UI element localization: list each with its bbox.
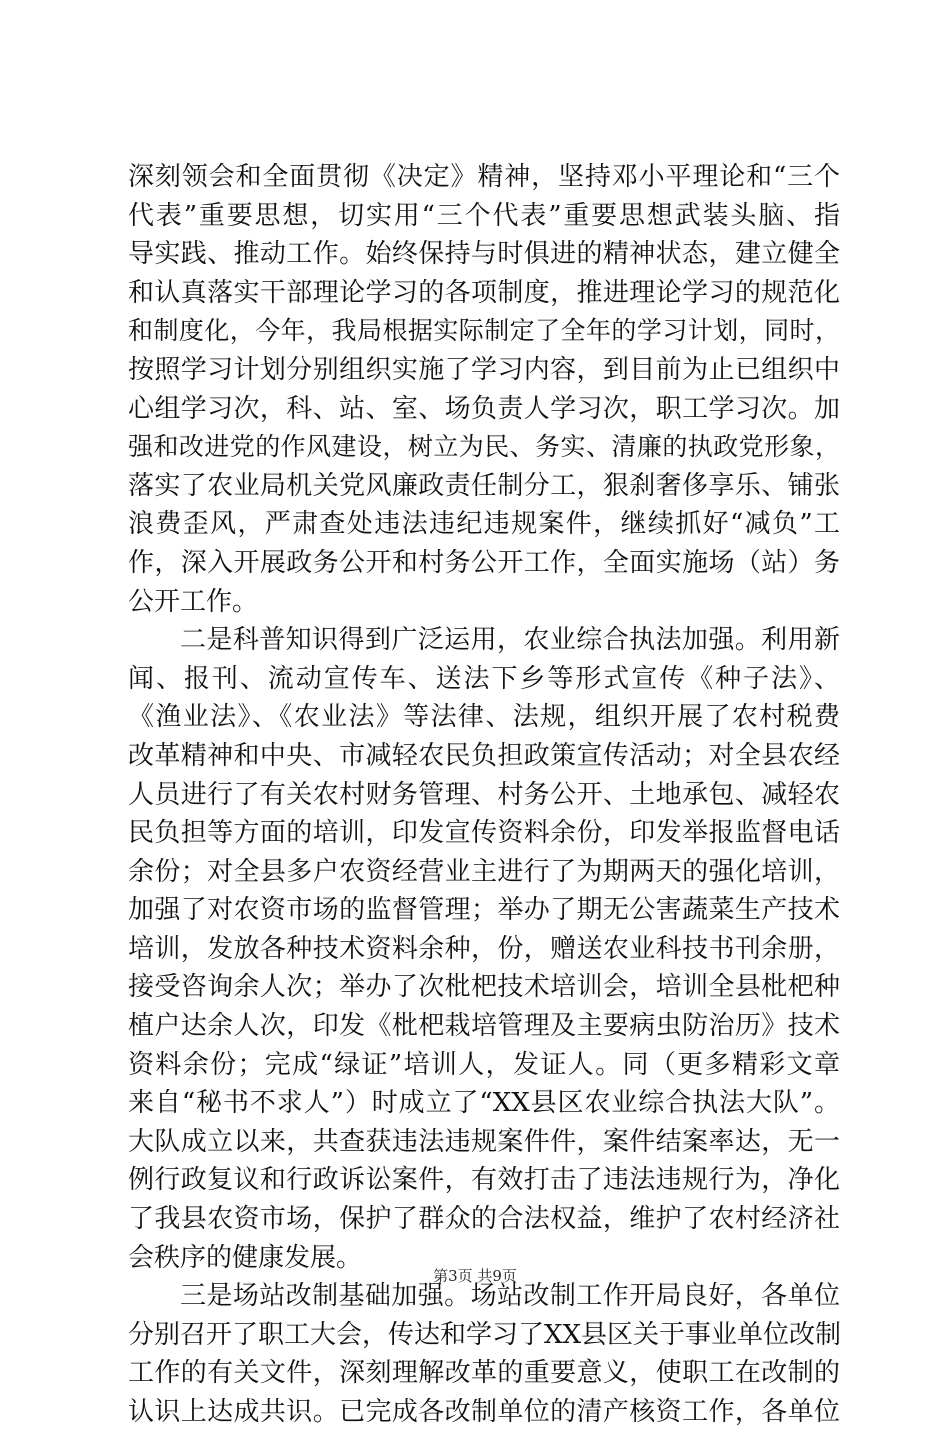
text-line: 改革精神和中央、市减轻农民负担政策宣传活动；对全县农经: [128, 740, 840, 771]
text-line: 作，深入开展政务公开和村务公开工作，全面实施场（站）务: [128, 547, 840, 578]
text-line: 认识上达成共识。已完成各改制单位的清产核资工作，各单位: [128, 1397, 840, 1427]
text-line: 来自“秘书不求人”）时成立了“XX县区农业综合执法大队”。: [128, 1088, 840, 1119]
text-line: 工作的有关文件，深刻理解改革的重要意义，使职工在改制的: [128, 1358, 840, 1389]
document-body: [128, 158, 840, 1432]
text-line: 落实了农业局机关党风廉政责任制分工，狠刹奢侈享乐、铺张: [128, 470, 840, 501]
text-line: 代表”重要思想，切实用“三个代表”重要思想武装头脑、指: [128, 200, 840, 231]
text-line: 了我县农资市场，保护了群众的合法权益，维护了农村经济社: [128, 1204, 840, 1235]
page-footer: 第3页 共9页: [433, 1267, 517, 1285]
text-line: 公开工作。: [128, 586, 259, 617]
text-line: 深刻领会和全面贯彻《决定》精神，坚持邓小平理论和“三个: [128, 162, 840, 192]
text-line: 余份；对全县多户农资经营业主进行了为期两天的强化培训，: [128, 856, 840, 887]
text-line: 分别召开了职工大会，传达和学习了XX县区关于事业单位改制: [128, 1319, 842, 1350]
text-line: 例行政复议和行政诉讼案件，有效打击了违法违规行为，净化: [128, 1165, 840, 1196]
text-line: 按照学习计划分别组织实施了学习内容，到目前为止已组织中: [128, 354, 840, 385]
text-line: 接受咨询余人次；举办了次枇杷技术培训会，培训全县枇杷种: [128, 972, 840, 1003]
text-line: 和制度化，今年，我局根据实际制定了全年的学习计划，同时，: [128, 316, 840, 346]
text-line: 加强了对农资市场的监督管理；举办了期无公害蔬菜生产技术: [128, 895, 840, 926]
text-line: 二是科普知识得到广泛运用，农业综合执法加强。利用新: [180, 625, 840, 656]
text-line: 植户达余人次，印发《枇杷栽培管理及主要病虫防治历》技术: [128, 1011, 840, 1042]
text-line: 培训，发放各种技术资料余种，份，赠送农业科技书刊余册，: [128, 933, 840, 964]
text-line: 会秩序的健康发展。: [128, 1242, 363, 1273]
text-line: 心组学习次，科、站、室、场负责人学习次，职工学习次。加: [128, 393, 840, 424]
text-line: 大队成立以来，共查获违法违规案件件，案件结案率达，无一: [128, 1126, 840, 1157]
text-line: 《渔业法》、《农业法》等法律、法规，组织开展了农村税费: [128, 702, 840, 733]
text-line: 资料余份；完成“绿证”培训人，发证人。同（更多精彩文章: [128, 1049, 840, 1080]
text-line: 和认真落实干部理论学习的各项制度，推进理论学习的规范化: [128, 277, 840, 308]
text-line: 导实践、推动工作。始终保持与时俱进的精神状态，建立健全: [128, 239, 840, 270]
text-line: 三是场站改制基础加强。场站改制工作开局良好，各单位: [180, 1281, 840, 1312]
text-line: 强和改进党的作风建设，树立为民、务实、清廉的执政党形象，: [128, 432, 840, 462]
text-line: 闻、报刊、流动宣传车、送法下乡等形式宣传《种子法》、: [128, 663, 840, 694]
text-line: 浪费歪风，严肃查处违法违纪违规案件，继续抓好“减负”工: [128, 509, 840, 540]
text-line: 人员进行了有关农村财务管理、村务公开、土地承包、减轻农: [128, 779, 840, 810]
text-line: 民负担等方面的培训，印发宣传资料余份，印发举报监督电话: [128, 818, 840, 849]
